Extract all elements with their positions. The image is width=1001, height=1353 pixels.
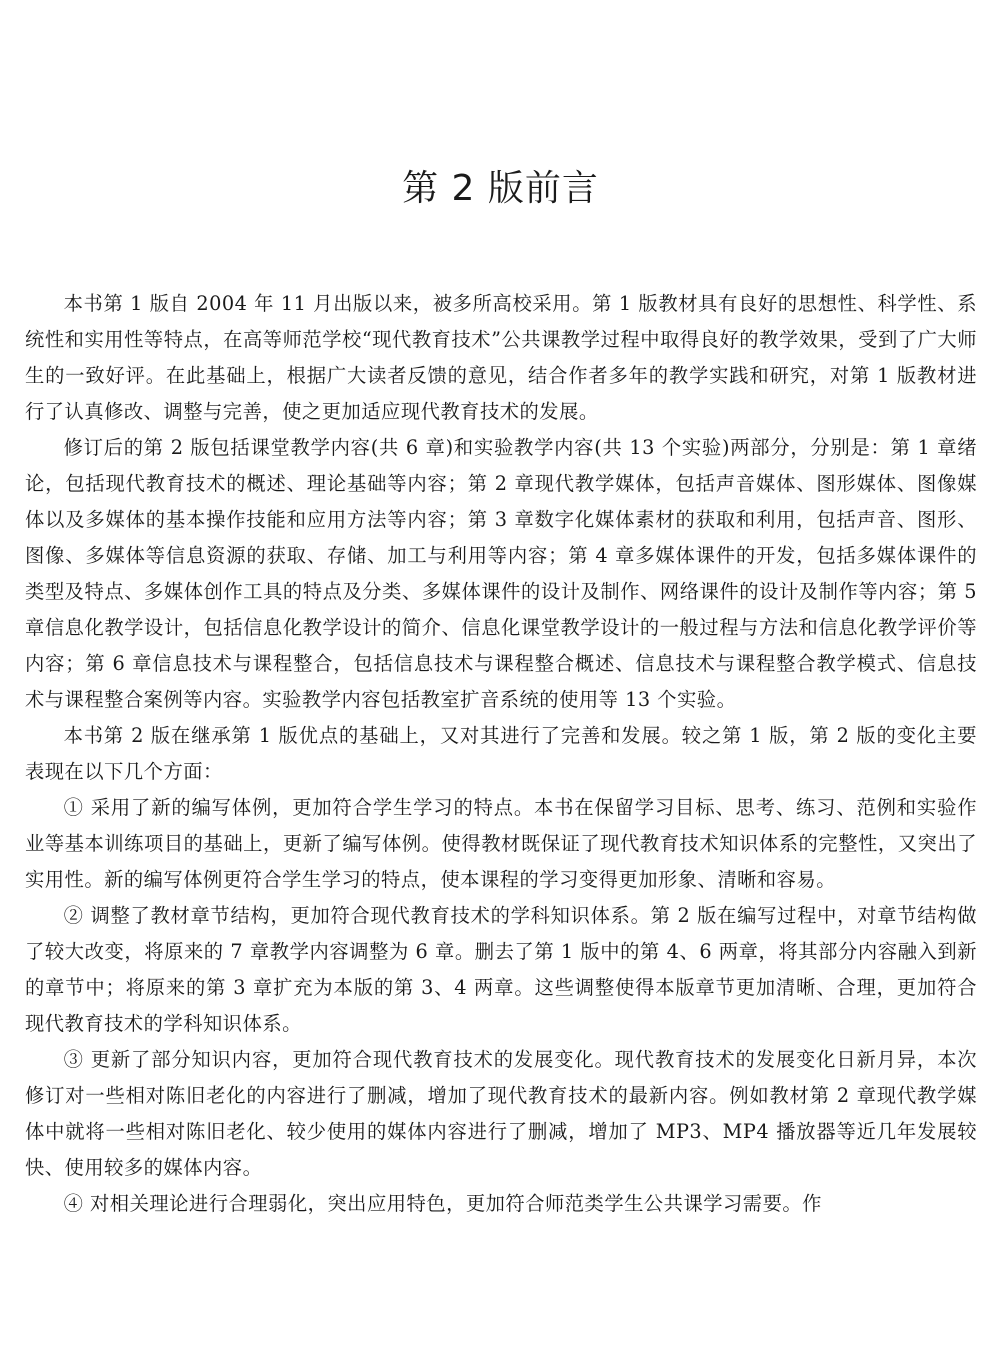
page-title: 第 2 版前言 bbox=[402, 168, 599, 209]
preface-body bbox=[25, 286, 977, 1222]
paragraph-item-1: ① 采用了新的编写体例，更加符合学生学习的特点。本书在保留学习目标、思考、练习、范例和实验作业等基本训练项目的基础上，更新了编写体例。使得教材既保证了现代教育技术知识体系的完整性，又突出了实用性。新的编写体例更符合学生学习的特点，使本课程的学习变得更加形象、清晰和容易。 bbox=[25, 796, 977, 891]
paragraph-item-3: ③ 更新了部分知识内容，更加符合现代教育技术的发展变化。现代教育技术的发展变化日新月异，本次修订对一些相对陈旧老化的内容进行了删减，增加了现代教育技术的最新内容。例如教材第 2 章现代教学媒体中就将一些相对陈旧老化、较少使用的媒体内容进行了删减，增加了 MP3、MP4 播放器等近几年发展较快、使用较多的媒体内容。 bbox=[25, 1048, 977, 1179]
paragraph-2: 修订后的第 2 版包括课堂教学内容(共 6 章)和实验教学内容(共 13 个实验)两部分，分别是：第 1 章绪论，包括现代教育技术的概述、理论基础等内容；第 2 章现代教学媒体，包括声音媒体、图形媒体、图像媒体以及多媒体的基本操作技能和应用方法等内容；第 3 章数字化媒体素材的获取和利用，包括声音、图形、图像、多媒体等信息资源的获取、存储、加工与利用等内容；第 4 章多媒体课件的开发，包括多媒体课件的类型及特点、多媒体创作工具的特点及分类、多媒体课件的设计及制作、网络课件的设计及制作等内容；第 5 章信息化教学设计，包括信息化教学设计的简介、信息化课堂教学设计的一般过程与方法和信息化教学评价等内容；第 6 章信息技术与课程整合，包括信息技术与课程整合概述、信息技术与课程整合教学模式、信息技术与课程整合案例等内容。实验教学内容包括教室扩音系统的使用等 13 个实验。 bbox=[25, 436, 977, 711]
paragraph-item-4: ④ 对相关理论进行合理弱化，突出应用特色，更加符合师范类学生公共课学习需要。作 bbox=[63, 1192, 822, 1215]
paragraph-item-2: ② 调整了教材章节结构，更加符合现代教育技术的学科知识体系。第 2 版在编写过程中，对章节结构做了较大改变，将原来的 7 章教学内容调整为 6 章。删去了第 1 版中的第 4、6 两章，将其部分内容融入到新的章节中；将原来的第 3 章扩充为本版的第 3、4 两章。这些调整使得本版章节更加清晰、合理，更加符合现代教育技术的学科知识体系。 bbox=[25, 904, 977, 1035]
paragraph-1: 本书第 1 版自 2004 年 11 月出版以来，被多所高校采用。第 1 版教材具有良好的思想性、科学性、系统性和实用性等特点，在高等师范学校“现代教育技术”公共课教学过程中取得良好的教学效果，受到了广大师生的一致好评。在此基础上，根据广大读者反馈的意见，结合作者多年的教学实践和研究，对第 1 版教材进行了认真修改、调整与完善，使之更加适应现代教育技术的发展。 bbox=[25, 292, 977, 423]
paragraph-3: 本书第 2 版在继承第 1 版优点的基础上，又对其进行了完善和发展。较之第 1 版，第 2 版的变化主要表现在以下几个方面： bbox=[25, 724, 977, 783]
